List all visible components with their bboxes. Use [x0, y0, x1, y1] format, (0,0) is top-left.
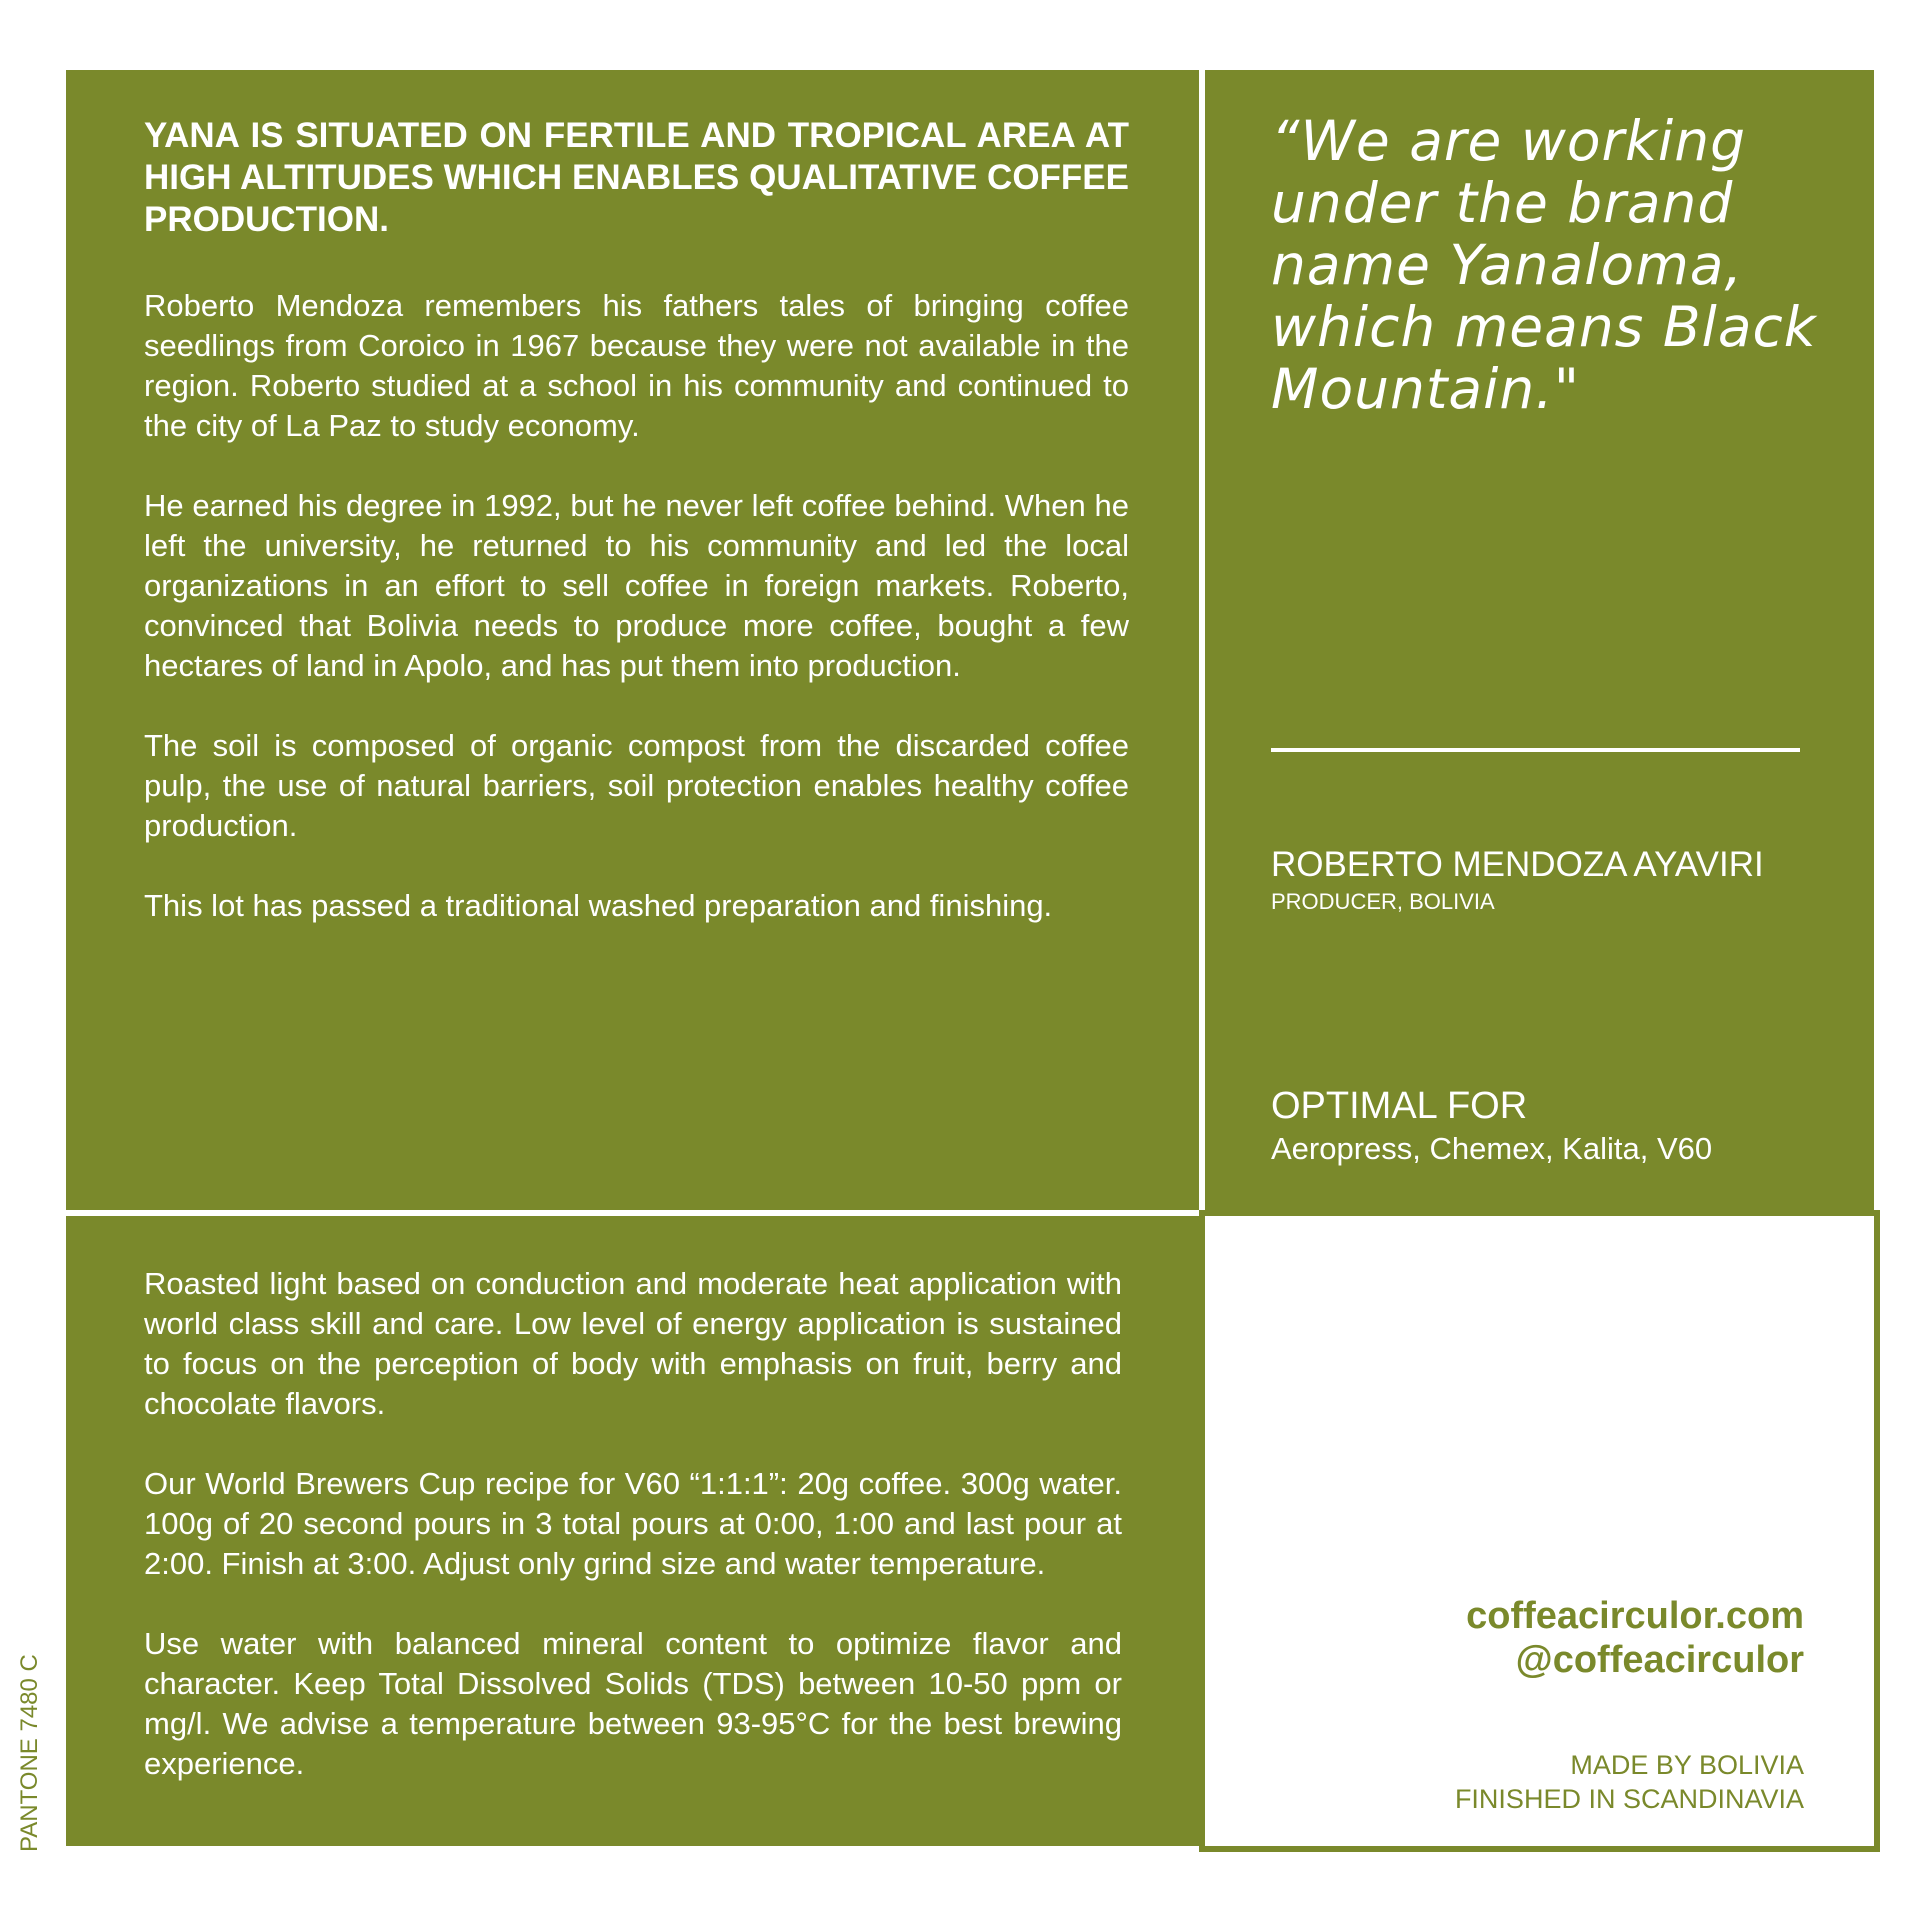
- producer-role: PRODUCER, BOLIVIA: [1271, 889, 1495, 914]
- pantone-label: PANTONE 7480 C: [16, 1654, 43, 1852]
- brew-paragraph: Use water with balanced mineral content to optimize flavor and character. Keep Total Dissolved Solids (TDS) between 10-50 ppm or mg/l. We advise a temperature between 93-95°C for the best brewing experience.: [144, 1626, 1122, 1781]
- optimal-for-heading: OPTIMAL FOR: [1271, 1085, 1528, 1127]
- social-handle[interactable]: @coffeacirculor: [1515, 1639, 1804, 1681]
- producer-name: ROBERTO MENDOZA AYAVIRI: [1271, 845, 1764, 884]
- brew-paragraph: Our World Brewers Cup recipe for V60 “1:1:1”: 20g coffee. 300g water. 100g of 20 second pours in 3 total pours at 0:00, 1:00 and last pour at 2:00. Finish at 3:00. Adjust only grind size and water temperature.: [144, 1466, 1122, 1581]
- brew-body: [144, 1264, 1122, 1824]
- story-paragraph: He earned his degree in 1992, but he never left coffee behind. When he left the university, he returned to his community and led the local organizations in an effort to sell coffee in foreign markets. Roberto, convinced that Bolivia needs to produce more coffee, bought a few hectares of land in Apolo, and has put them into production.: [144, 488, 1129, 683]
- story-body: [144, 286, 1129, 966]
- brew-panel: [66, 1216, 1199, 1846]
- brew-paragraph: Roasted light based on conduction and moderate heat application with world class skill and care. Low level of energy application is sustained to focus on the perception of body with emphasis on fruit, berry and chocolate flavors.: [144, 1266, 1122, 1421]
- contact-panel: [1199, 1210, 1880, 1852]
- optimal-for-list: Aeropress, Chemex, Kalita, V60: [1271, 1131, 1713, 1166]
- made-by-label: MADE BY BOLIVIA: [1570, 1750, 1804, 1780]
- quote-panel: [1205, 70, 1874, 1210]
- story-paragraph: The soil is composed of organic compost from the discarded coffee pulp, the use of natural barriers, soil protection enables healthy coffee production.: [144, 728, 1129, 843]
- finished-in-label: FINISHED IN SCANDINAVIA: [1454, 1784, 1804, 1814]
- story-panel: [66, 70, 1199, 1210]
- story-headline: YANA IS SITUATED ON FERTILE AND TROPICAL AREA AT HIGH ALTITUDES WHICH ENABLES QUALITATIVE COFFEE PRODUCTION.: [144, 116, 1129, 239]
- producer-quote: “We are working under the brand name Yanaloma, which means Black Mountain.": [1271, 109, 1817, 421]
- story-paragraph: This lot has passed a traditional washed preparation and finishing.: [144, 888, 1053, 923]
- website-link[interactable]: coffeacirculor.com: [1466, 1595, 1804, 1637]
- quote-divider: [1271, 748, 1800, 752]
- story-paragraph: Roberto Mendoza remembers his fathers tales of bringing coffee seedlings from Coroico in 1967 because they were not available in the region. Roberto studied at a school in his community and continued to the city of La Paz to study economy.: [144, 288, 1129, 443]
